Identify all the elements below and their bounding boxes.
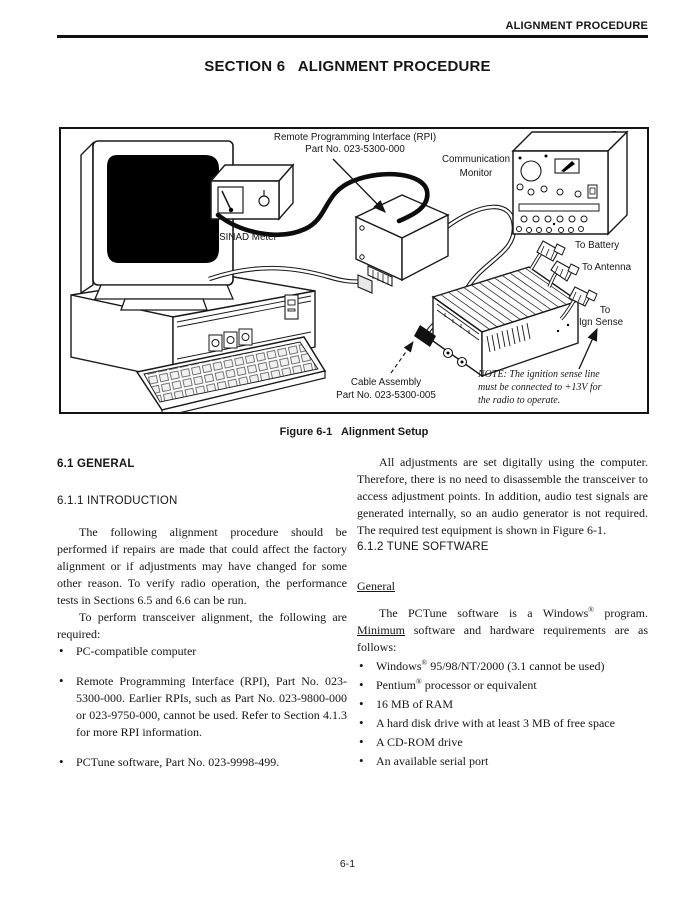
- list-item: [357, 752, 648, 771]
- label-comm-line2: Monitor: [459, 168, 493, 179]
- list-item-text: 16 MB of RAM: [376, 697, 454, 711]
- paragraph-adjustments: All adjustments are set digitally using the computer. Therefore, there is no need to disassemble the transceiver to access adjustment points. In addition, audio test signals are generated internally, so an audio generator is not required. The required test equipment is shown in Figure 6-1.: [357, 455, 648, 537]
- list-item-text: Pentium: [376, 678, 417, 692]
- sinad-meter-illustration: [211, 165, 293, 219]
- label-sinad: SINAD Meter: [219, 232, 277, 243]
- heading-general: 6.1 GENERAL: [57, 458, 135, 470]
- heading-tune-software: 6.1.2 TUNE SOFTWARE: [357, 541, 489, 553]
- registered-mark-icon: ®: [588, 605, 594, 614]
- bullet-icon: •: [59, 643, 64, 658]
- pctune-text-underlined: Minimum: [357, 623, 406, 637]
- left-column: [57, 456, 347, 771]
- paragraph-requirements: To perform transceiver alignment, the following are required:: [57, 610, 347, 641]
- alignment-setup-diagram: [61, 129, 647, 412]
- list-item-text: 95/98/NT/2000 (3.1 cannot be used): [427, 659, 605, 673]
- list-item: [357, 714, 648, 733]
- label-cable-line1: Cable Assembly: [350, 377, 422, 388]
- note-leader-arrow: [579, 329, 597, 369]
- heading-introduction: 6.1.1 INTRODUCTION: [57, 495, 178, 507]
- list-item-text: PC-compatible computer: [76, 644, 197, 658]
- list-item-text: Windows: [376, 659, 422, 673]
- pctune-text-1: The PCTune software is a Windows: [379, 606, 589, 620]
- bullet-icon: •: [59, 673, 64, 688]
- list-item-text: A CD-ROM drive: [376, 735, 463, 749]
- pctune-text-3: software and hardware requirements are as follows:: [357, 623, 648, 654]
- list-item: [57, 673, 347, 741]
- page-number: 6-1: [339, 858, 356, 870]
- software-requirements-list: [357, 657, 648, 771]
- bullet-icon: •: [359, 696, 364, 711]
- section-title: SECTION 6 ALIGNMENT PROCEDURE: [204, 58, 491, 75]
- rpi-box-illustration: [356, 195, 448, 293]
- label-ign-line1: To: [599, 305, 611, 316]
- list-item-text: An available serial port: [376, 754, 489, 768]
- pctune-text-2: program.: [594, 606, 649, 620]
- list-item-text: A hard disk drive with at least 3 MB of free space: [376, 716, 615, 730]
- list-item: [57, 754, 347, 771]
- label-to-antenna: To Antenna: [582, 262, 632, 273]
- bullet-icon: •: [359, 658, 364, 673]
- list-item-text: PCTune software, Part No. 023-9998-499.: [76, 755, 280, 769]
- paragraph-pctune: [357, 605, 648, 656]
- figure-6-1: [59, 127, 649, 414]
- radio-transceiver-illustration: [414, 267, 578, 376]
- list-item: [357, 676, 648, 695]
- subheading-general: General: [357, 579, 395, 593]
- bullet-icon: •: [359, 734, 364, 749]
- list-item-text: Remote Programming Interface (RPI), Part No. 023-5300-000. Earlier RPIs, such as Part No. 023-9800-000 or 023-9750-000, cannot be used. Refer to Section 4.1.3 for more RPI information.: [76, 674, 347, 739]
- label-to-battery: To Battery: [575, 240, 620, 251]
- label-note-line2: must be connected to +13V for: [478, 382, 602, 393]
- registered-mark-icon: ®: [421, 658, 428, 667]
- bullet-icon: •: [59, 754, 64, 769]
- label-note-line1: NOTE: The ignition sense line: [478, 369, 600, 380]
- paragraph-introduction: The following alignment procedure should be performed if repairs are made that could affect the factory alignment or if adjustments may have changed for some other reason. To verify radio operation, the performance tests in Sections 6.5 and 6.6 can be run.: [57, 525, 347, 607]
- communication-monitor-illustration: [513, 131, 627, 234]
- label-comm-line1: Communication: [441, 154, 511, 165]
- running-header: ALIGNMENT PROCEDURE: [505, 20, 648, 32]
- list-item-text: processor or equivalent: [421, 678, 537, 692]
- label-note-line3: the radio to operate.: [478, 395, 561, 406]
- header-rule: [57, 35, 648, 38]
- requirements-list: [57, 643, 347, 771]
- bullet-icon: •: [359, 677, 364, 692]
- monitor-screen: [107, 155, 219, 263]
- list-item: [357, 657, 648, 676]
- label-cable-line2: Part No. 023-5300-005: [336, 390, 436, 401]
- crt-monitor-illustration: [81, 141, 233, 310]
- label-rpi-line2: Part No. 023-5300-000: [305, 144, 405, 155]
- cable-assembly-leader-arrow: [391, 342, 413, 373]
- figure-caption: Figure 6-1 Alignment Setup: [279, 426, 429, 438]
- right-column: [357, 454, 648, 771]
- label-ign-line2: Ign Sense: [578, 317, 624, 328]
- bullet-icon: •: [359, 715, 364, 730]
- list-item: [57, 643, 347, 660]
- label-rpi-line1: Remote Programming Interface (RPI): [273, 132, 437, 143]
- list-item: [357, 695, 648, 714]
- registered-mark-icon: ®: [416, 677, 422, 686]
- list-item: [357, 733, 648, 752]
- bullet-icon: •: [359, 753, 364, 768]
